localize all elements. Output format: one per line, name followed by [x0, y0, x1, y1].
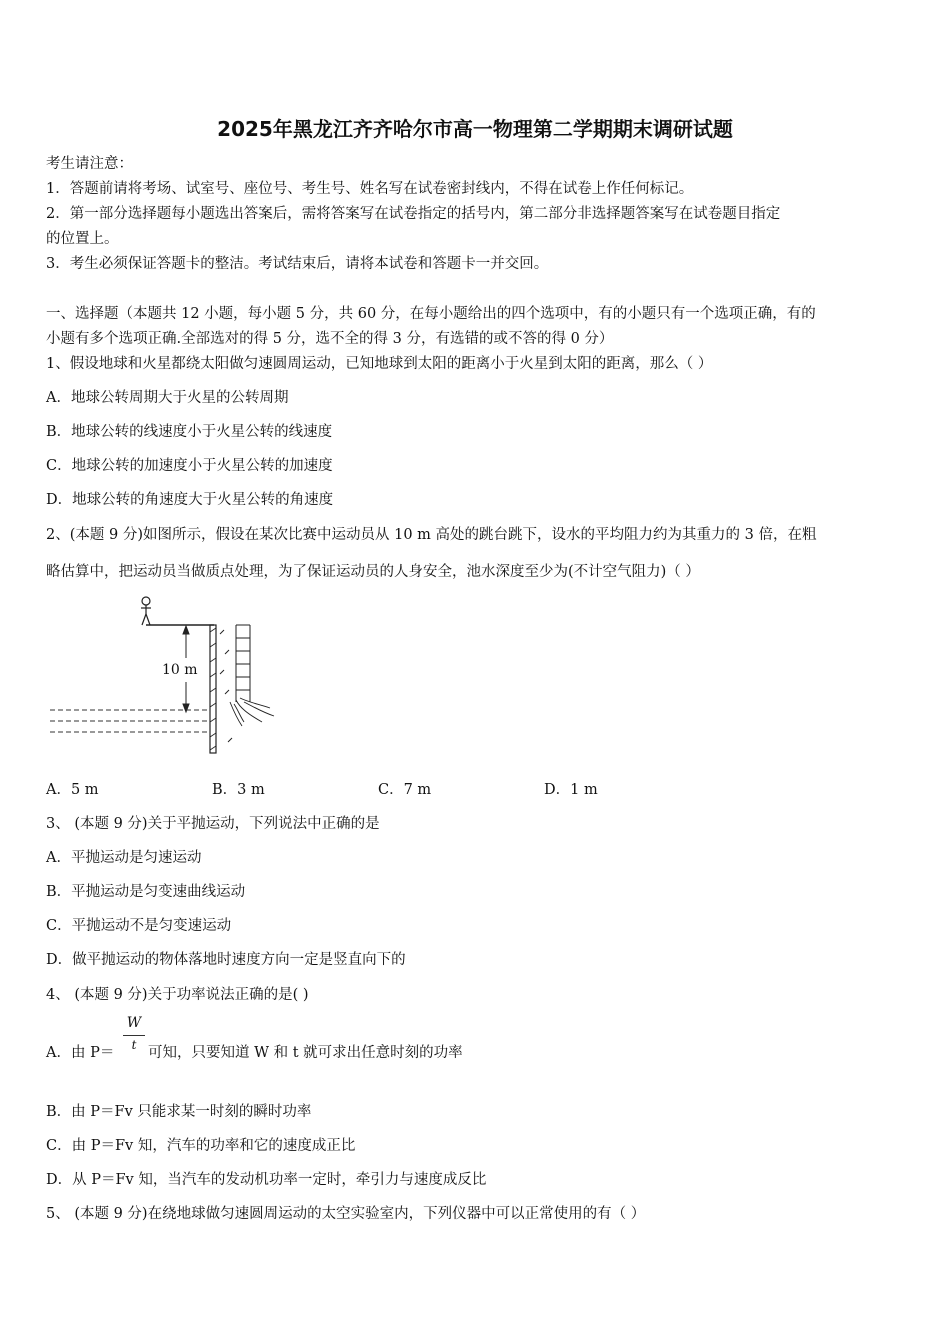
q4-option-c: C．由 P＝Fv 知，汽车的功率和它的速度成正比	[46, 1138, 356, 1154]
q4-option-a-prefix: A．由 P＝	[46, 1045, 115, 1061]
q4-stem: 4、 (本题 9 分)关于功率说法正确的是( )	[46, 987, 309, 1003]
diving-platform-figure	[44, 592, 284, 757]
q1-option-b: B．地球公转的线速度小于火星公转的线速度	[46, 424, 333, 440]
power-fraction	[123, 1015, 145, 1052]
notice-item-2-line-2: 的位置上。	[46, 231, 119, 247]
q3-option-c: C．平抛运动不是匀变速运动	[46, 918, 232, 934]
q3-stem: 3、 (本题 9 分)关于平抛运动，下列说法中正确的是	[46, 816, 380, 832]
notice-item-3: 3．考生必须保证答题卡的整洁。考试结束后，请将本试卷和答题卡一并交回。	[46, 256, 549, 272]
water-surface-lines	[50, 710, 208, 732]
section-1-instructions-line-2: 小题有多个选项正确.全部选对的得 5 分，选不全的得 3 分，有选错的或不答的得 0 分）	[46, 331, 614, 347]
q2-stem-line-2: 略估算中，把运动员当做质点处理，为了保证运动员的人身安全，池水深度至少为(不计空气阻力)（ ）	[46, 564, 700, 580]
q3-option-d: D．做平抛运动的物体落地时速度方向一定是竖直向下的	[46, 952, 406, 968]
fraction-numerator: W	[126, 1015, 142, 1031]
q1-option-c: C．地球公转的加速度小于火星公转的加速度	[46, 458, 333, 474]
q2-option-c: C．7 m	[378, 782, 432, 798]
q1-stem: 1、假设地球和火星都绕太阳做匀速圆周运动，已知地球到太阳的距离小于火星到太阳的距离，那么（ ）	[46, 356, 713, 372]
q2-option-a: A．5 m	[46, 782, 99, 798]
height-label: 10 m	[162, 662, 198, 678]
ladder-column	[220, 625, 250, 742]
q4-option-d: D．从 P＝Fv 知，当汽车的发动机功率一定时，牵引力与速度成反比	[46, 1172, 487, 1188]
q4-option-a-suffix: 可知，只要知道 W 和 t 就可求出任意时刻的功率	[148, 1045, 463, 1061]
notice-item-2-line-1: 2．第一部分选择题每小题选出答案后，需将答案写在试卷指定的括号内，第二部分非选择题答案写在试卷题目指定	[46, 206, 781, 222]
q2-stem-line-1: 2、(本题 9 分)如图所示，假设在某次比赛中运动员从 10 m 高处的跳台跳下，设水的平均阻力约为其重力的 3 倍，在粗	[46, 527, 817, 543]
fraction-denominator: t	[131, 1038, 137, 1052]
q2-option-b: B．3 m	[212, 782, 265, 798]
notice-item-1: 1．答题前请将考场、试室号、座位号、考生号、姓名写在试卷密封线内，不得在试卷上作任何标记。	[46, 181, 694, 197]
fraction-bar	[123, 1035, 145, 1036]
shore-strokes	[230, 698, 274, 726]
q1-option-d: D．地球公转的角速度大于火星公转的角速度	[46, 492, 334, 508]
notice-heading: 考生请注意：	[46, 156, 133, 172]
q5-stem: 5、 (本题 9 分)在绕地球做匀速圆周运动的太空实验室内，下列仪器中可以正常使用的有（ ）	[46, 1206, 646, 1222]
exam-title: 2025年黑龙江齐齐哈尔市高一物理第二学期期末调研试题	[217, 117, 733, 141]
q4-option-b: B．由 P＝Fv 只能求某一时刻的瞬时功率	[46, 1104, 312, 1120]
q3-option-a: A．平抛运动是匀速运动	[46, 850, 202, 866]
q3-option-b: B．平抛运动是匀变速曲线运动	[46, 884, 246, 900]
q2-option-d: D．1 m	[544, 782, 598, 798]
q2-options-row	[46, 778, 598, 799]
q1-option-a: A．地球公转周期大于火星的公转周期	[46, 390, 289, 406]
diver-figure	[141, 597, 151, 625]
section-1-instructions-line-1: 一、选择题（本题共 12 小题，每小题 5 分，共 60 分，在每小题给出的四个选项中，有的小题只有一个选项正确，有的	[46, 306, 816, 322]
